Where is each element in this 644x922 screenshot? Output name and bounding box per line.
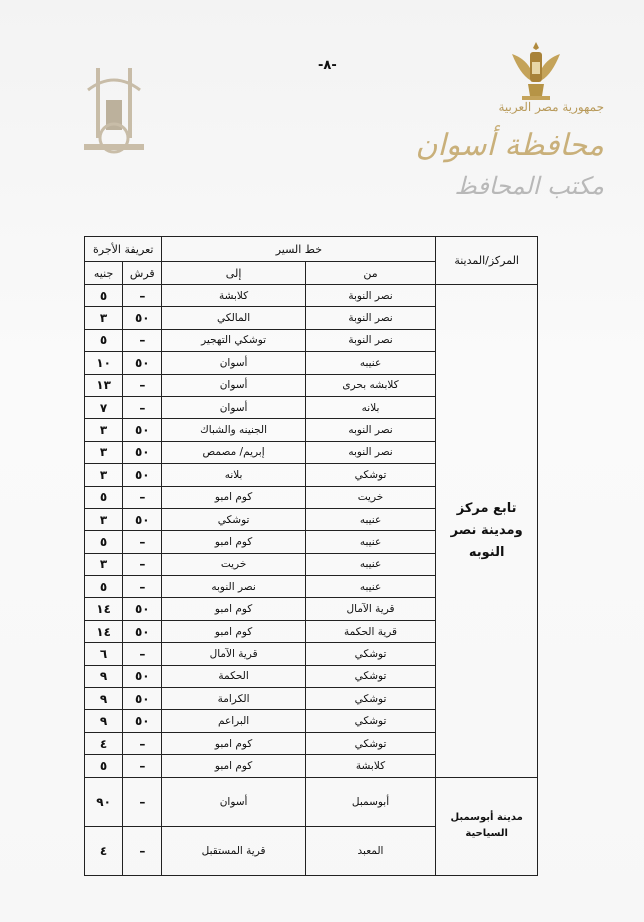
to-cell: بلانه <box>162 464 305 486</box>
from-cell: توشكي <box>305 710 436 732</box>
from-cell: عنيبه <box>305 531 436 553</box>
ginih-cell: ١٠ <box>85 352 123 374</box>
qirsh-cell: ٥٠ <box>123 464 162 486</box>
ginih-cell: ٥ <box>85 285 123 307</box>
from-cell: كلابشة <box>305 755 436 777</box>
table-row <box>85 285 538 307</box>
to-cell: إبريم/ مصمص <box>162 441 305 463</box>
to-cell: أسوان <box>162 374 305 396</box>
ginih-cell: ٩ <box>85 665 123 687</box>
qirsh-cell: – <box>123 553 162 575</box>
ginih-cell: ١٤ <box>85 620 123 642</box>
to-cell: كلابشة <box>162 285 305 307</box>
from-cell: نصر النوبة <box>305 307 436 329</box>
qirsh-cell: ٥٠ <box>123 307 162 329</box>
to-cell: البراعم <box>162 710 305 732</box>
ginih-cell: ٥ <box>85 486 123 508</box>
to-cell: الحكمة <box>162 665 305 687</box>
qirsh-cell: ٥٠ <box>123 620 162 642</box>
from-cell: توشكي <box>305 643 436 665</box>
to-cell: نصر النوبه <box>162 576 305 598</box>
qirsh-cell: – <box>123 396 162 418</box>
ginih-cell: ٩ <box>85 710 123 732</box>
to-cell: توشكي <box>162 508 305 530</box>
to-cell: الجنينه والشباك <box>162 419 305 441</box>
qirsh-cell: ٥٠ <box>123 688 162 710</box>
to-cell: كوم امبو <box>162 755 305 777</box>
from-cell: عنيبه <box>305 576 436 598</box>
ginih-cell: ٣ <box>85 553 123 575</box>
to-cell: خريت <box>162 553 305 575</box>
from-cell: نصر النوبه <box>305 441 436 463</box>
from-cell: توشكي <box>305 464 436 486</box>
to-cell: أسوان <box>162 777 305 826</box>
qirsh-cell: – <box>123 777 162 826</box>
to-cell: كوم امبو <box>162 620 305 642</box>
from-cell: نصر النوبة <box>305 329 436 351</box>
from-cell: توشكي <box>305 688 436 710</box>
qirsh-cell: ٥٠ <box>123 419 162 441</box>
ginih-cell: ٤ <box>85 732 123 754</box>
from-cell: قرية الحكمة <box>305 620 436 642</box>
qirsh-cell: – <box>123 285 162 307</box>
to-cell: أسوان <box>162 396 305 418</box>
qirsh-cell: – <box>123 374 162 396</box>
from-cell: أبوسمبل <box>305 777 436 826</box>
to-cell: كوم امبو <box>162 486 305 508</box>
from-cell: عنيبه <box>305 553 436 575</box>
ginih-cell: ٩ <box>85 688 123 710</box>
header-fare: تعريفة الأجرة <box>85 237 162 262</box>
from-cell: توشكي <box>305 732 436 754</box>
qirsh-cell: ٥٠ <box>123 352 162 374</box>
to-cell: أسوان <box>162 352 305 374</box>
from-cell: خريت <box>305 486 436 508</box>
ginih-cell: ٦ <box>85 643 123 665</box>
to-cell: كوم امبو <box>162 598 305 620</box>
ginih-cell: ٣ <box>85 419 123 441</box>
ginih-cell: ٣ <box>85 441 123 463</box>
ginih-cell: ٧ <box>85 396 123 418</box>
ginih-cell: ٥ <box>85 755 123 777</box>
fare-table <box>84 236 538 876</box>
ginih-cell: ٩٠ <box>85 777 123 826</box>
to-cell: كوم امبو <box>162 732 305 754</box>
from-cell: عنيبه <box>305 352 436 374</box>
ginih-cell: ١٤ <box>85 598 123 620</box>
ginih-cell: ٥ <box>85 576 123 598</box>
qirsh-cell: ٥٠ <box>123 598 162 620</box>
table-row <box>85 777 538 826</box>
qirsh-cell: ٥٠ <box>123 441 162 463</box>
ginih-cell: ٣ <box>85 307 123 329</box>
letterhead-country: جمهورية مصر العربية <box>498 100 604 114</box>
from-cell: نصر النوبه <box>305 419 436 441</box>
to-cell: المالكي <box>162 307 305 329</box>
watermark-logo-icon <box>78 60 150 156</box>
from-cell: عنيبه <box>305 508 436 530</box>
ginih-cell: ٥ <box>85 329 123 351</box>
header-to: إلى <box>162 262 305 285</box>
qirsh-cell: – <box>123 643 162 665</box>
to-cell: كوم امبو <box>162 531 305 553</box>
area-cell: مدينة أبوسمبل السياحية <box>436 777 538 875</box>
qirsh-cell: – <box>123 531 162 553</box>
qirsh-cell: – <box>123 329 162 351</box>
ginih-cell: ١٣ <box>85 374 123 396</box>
header-qirsh: قرش <box>123 262 162 285</box>
ginih-cell: ٣ <box>85 464 123 486</box>
qirsh-cell: ٥٠ <box>123 665 162 687</box>
to-cell: قرية المستقبل <box>162 826 305 875</box>
header-route: خط السير <box>162 237 436 262</box>
qirsh-cell: – <box>123 732 162 754</box>
header-from: من <box>305 262 436 285</box>
qirsh-cell: – <box>123 486 162 508</box>
header-ginih: جنيه <box>85 262 123 285</box>
page-number: -٨- <box>318 58 337 73</box>
to-cell: توشكي التهجير <box>162 329 305 351</box>
from-cell: المعبد <box>305 826 436 875</box>
from-cell: توشكي <box>305 665 436 687</box>
qirsh-cell: – <box>123 576 162 598</box>
qirsh-cell: – <box>123 755 162 777</box>
from-cell: نصر النوبة <box>305 285 436 307</box>
to-cell: قرية الآمال <box>162 643 305 665</box>
qirsh-cell: ٥٠ <box>123 710 162 732</box>
eagle-emblem-icon <box>508 40 564 102</box>
from-cell: كلابشه بحرى <box>305 374 436 396</box>
area-cell: تابع مركز ومدينة نصر النوبه <box>436 285 538 778</box>
from-cell: بلانه <box>305 396 436 418</box>
qirsh-cell: – <box>123 826 162 875</box>
ginih-cell: ٥ <box>85 531 123 553</box>
to-cell: الكرامة <box>162 688 305 710</box>
ginih-cell: ٣ <box>85 508 123 530</box>
ginih-cell: ٤ <box>85 826 123 875</box>
header-area: المركز/المدينة <box>436 237 538 285</box>
qirsh-cell: ٥٠ <box>123 508 162 530</box>
from-cell: قرية الآمال <box>305 598 436 620</box>
letterhead-governorate: محافظة أسوان <box>415 128 604 163</box>
letterhead-office: مكتب المحافظ <box>454 172 604 200</box>
